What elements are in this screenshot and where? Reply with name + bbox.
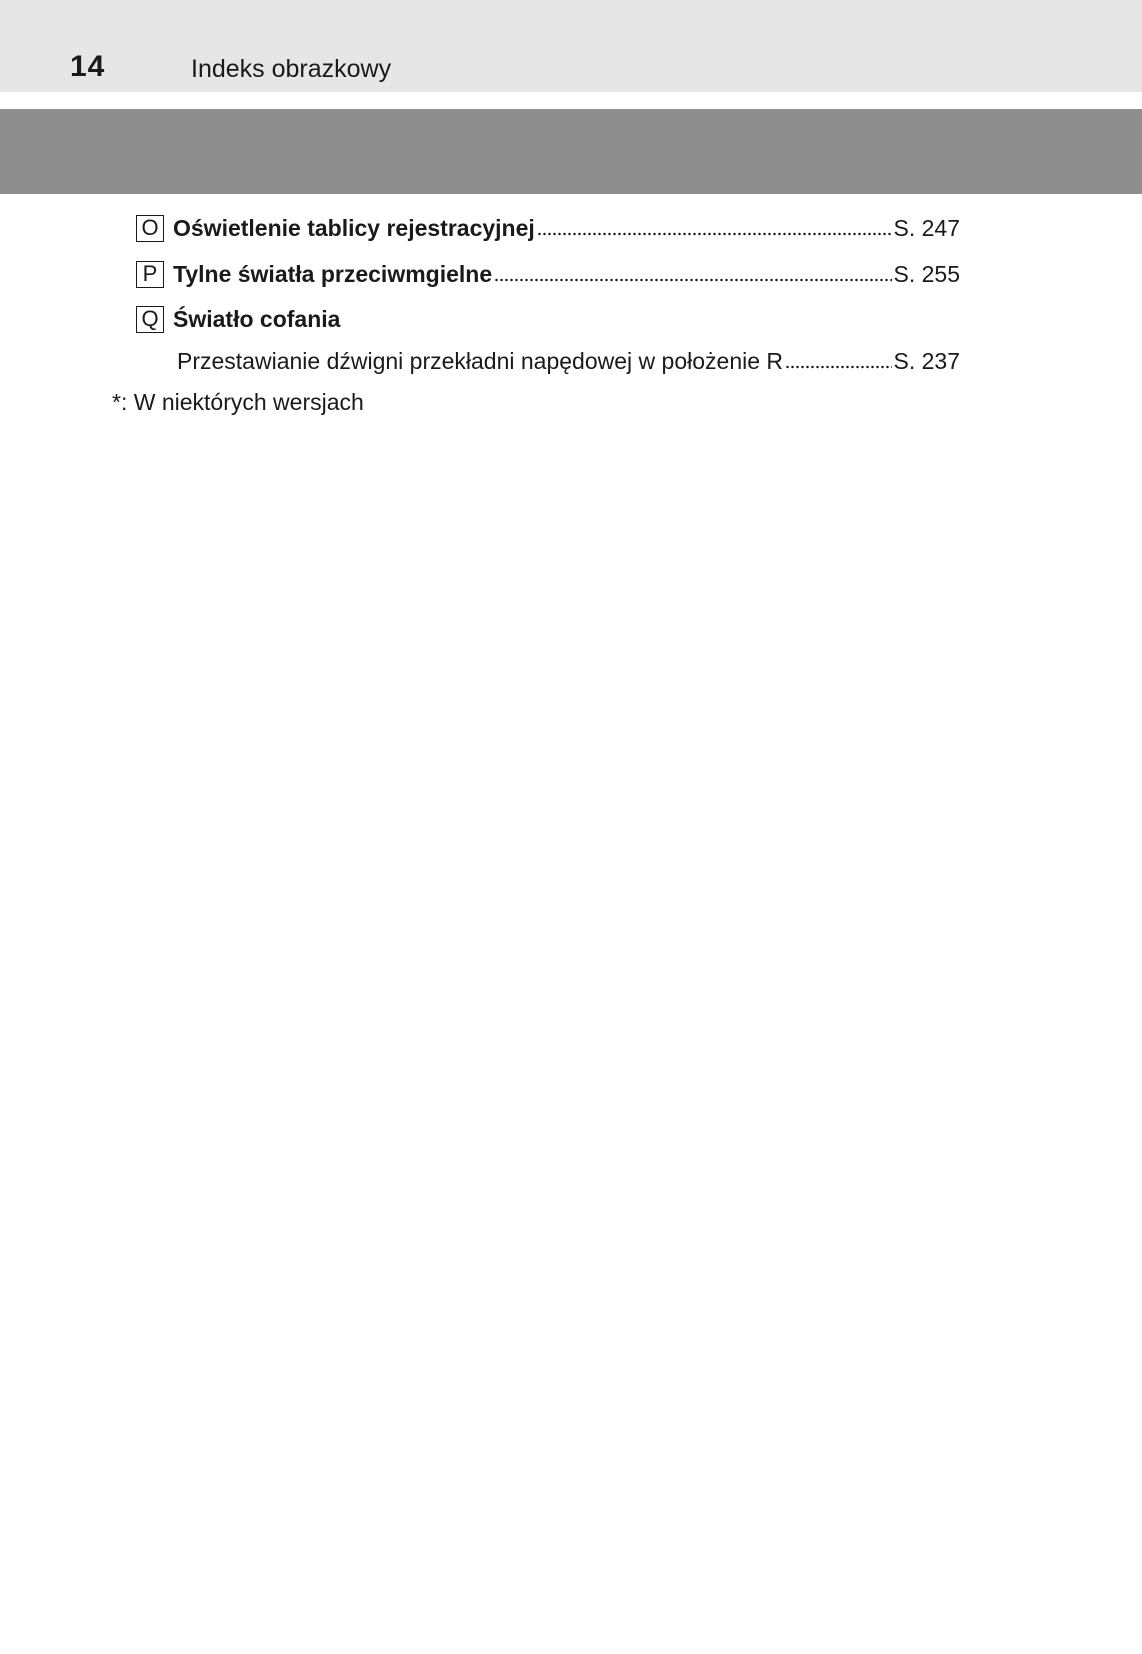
entry-page-ref[interactable]: S. 247 <box>893 214 960 241</box>
footnote: *: W niektórych wersjach <box>112 389 364 415</box>
entry-page-ref[interactable]: S. 255 <box>893 260 960 287</box>
entry-letter-box: P <box>136 261 164 288</box>
sub-entry <box>177 345 960 377</box>
sub-entry-page-ref[interactable]: S. 237 <box>893 347 960 374</box>
header-band <box>0 0 1142 92</box>
header-title: Indeks obrazkowy <box>191 55 392 83</box>
gray-band <box>0 109 1142 194</box>
entry-title: Tylne światła przeciwmgielne <box>173 260 493 287</box>
entry-letter-box: O <box>136 215 164 242</box>
index-entry-q <box>136 303 960 335</box>
dot-leader <box>494 278 891 282</box>
entry-letter-box: Q <box>136 306 164 333</box>
index-entry-p <box>136 258 960 290</box>
sub-entry-title: Przestawianie dźwigni przekładni napędowej w położenie R <box>177 347 784 374</box>
entry-title: Oświetlenie tablicy rejestracyjnej <box>173 214 535 241</box>
dot-leader <box>785 365 891 369</box>
index-entry-o <box>136 212 960 244</box>
dot-leader <box>537 232 892 236</box>
entry-title: Światło cofania <box>173 305 341 332</box>
page-number: 14 <box>70 50 106 83</box>
